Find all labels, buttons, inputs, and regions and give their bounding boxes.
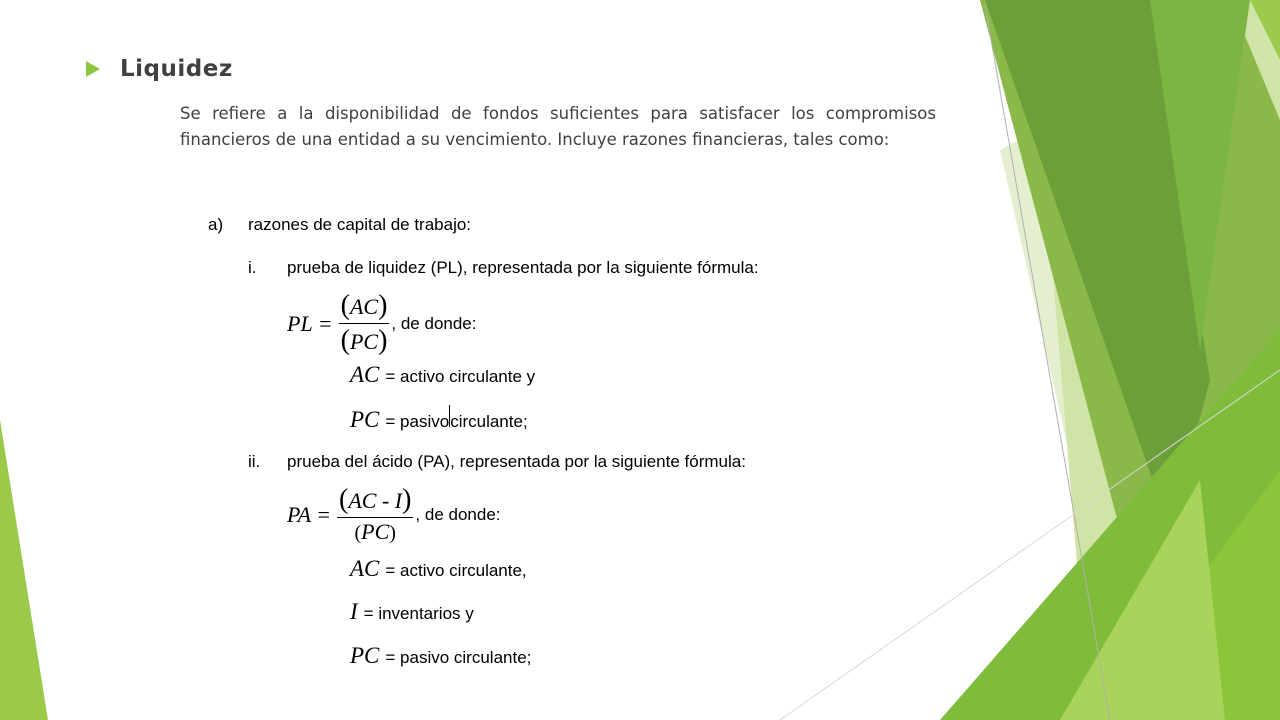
pa-def-ac-text: = activo circulante, <box>385 561 527 580</box>
pa-def-i-text: = inventarios y <box>363 604 474 623</box>
pa-def-ac <box>350 556 527 582</box>
item-ii-marker: ii. <box>248 452 261 471</box>
pl-formula-lhs: PL = <box>287 310 333 336</box>
pa-formula-suffix: , de donde: <box>415 504 501 524</box>
item-a-text: razones de capital de trabajo: <box>248 215 472 234</box>
pa-numerator: (AC - I) <box>337 484 413 518</box>
pl-formula <box>287 290 476 357</box>
pa-def-pc <box>350 643 531 669</box>
slide-title: Liquidez <box>120 56 233 82</box>
pa-def-i-var: I <box>350 599 358 624</box>
pl-def-pc-text-before: = pasivo <box>385 412 450 431</box>
pa-fraction <box>337 484 413 545</box>
item-i-marker: i. <box>248 258 257 277</box>
pa-def-ac-var: AC <box>350 556 380 581</box>
pa-formula-lhs: PA = <box>287 501 331 527</box>
intro-paragraph: Se refiere a la disponibilidad de fondos suficientes para satisfacer los compromisos financieros de una entidad a su vencimiento. Incluye razones financieras, tales como: <box>180 104 936 149</box>
pl-fraction <box>339 290 390 357</box>
pa-def-pc-var: PC <box>350 643 380 668</box>
pa-denominator: (PC) <box>354 519 396 544</box>
item-i-text: prueba de liquidez (PL), representada por la siguiente fórmula: <box>287 258 759 277</box>
item-ii-text: prueba del ácido (PA), representada por la siguiente fórmula: <box>287 452 746 471</box>
pa-def-i <box>350 599 474 625</box>
pl-def-ac <box>350 362 535 388</box>
pl-def-pc-text-after: circulante; <box>450 412 528 431</box>
pl-def-pc <box>350 405 528 433</box>
pa-def-pc-text: = pasivo circulante; <box>385 648 532 667</box>
pl-formula-suffix: , de donde: <box>391 313 477 333</box>
item-a-marker: a) <box>208 215 224 234</box>
pa-formula <box>287 484 501 545</box>
pl-def-ac-var: AC <box>350 362 380 387</box>
pl-denominator: (PC) <box>340 325 388 356</box>
pl-def-ac-text: = activo circulante y <box>385 367 536 386</box>
pl-def-pc-var: PC <box>350 407 380 432</box>
pl-numerator: (AC) <box>339 290 390 324</box>
